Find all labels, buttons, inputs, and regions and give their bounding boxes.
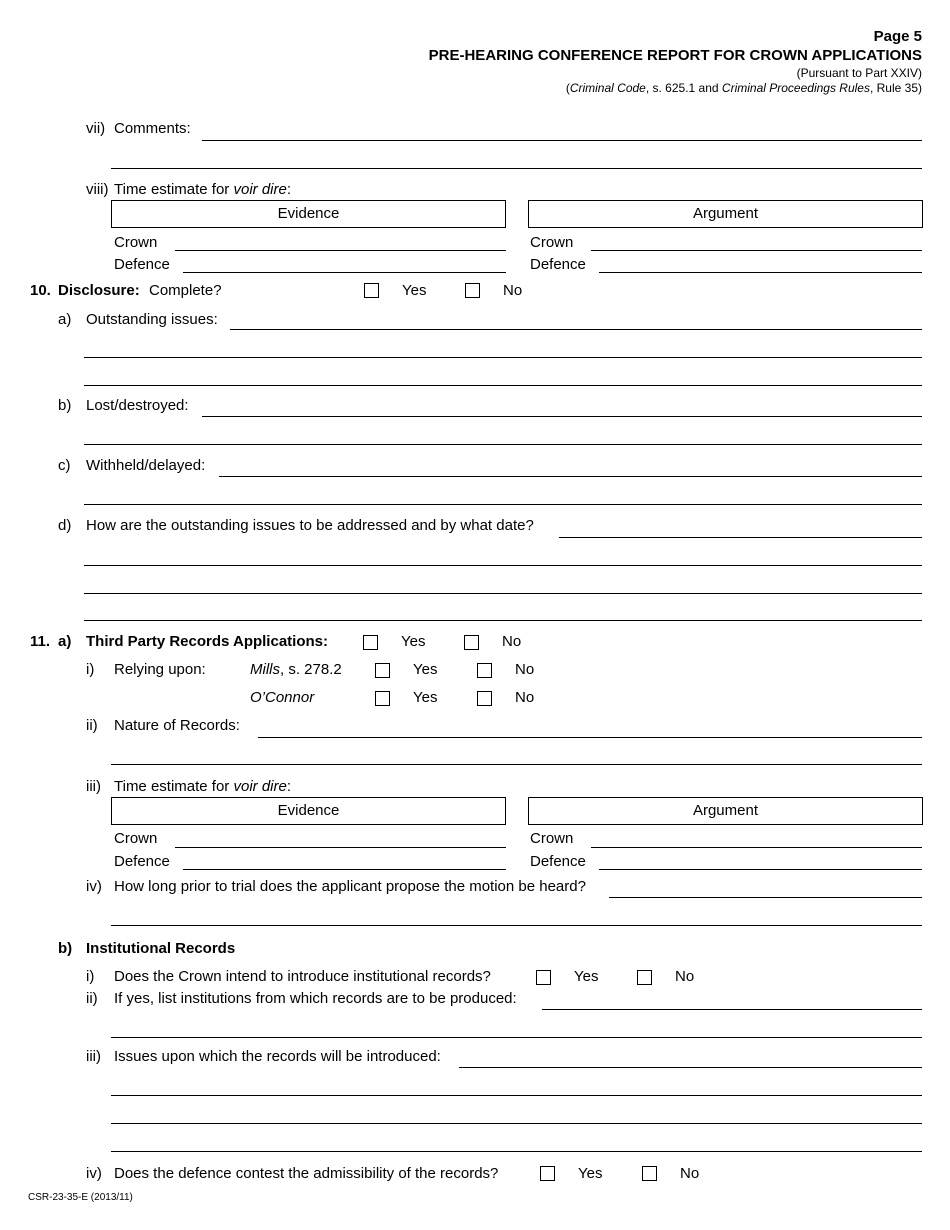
tp-argument-defence-label: Defence xyxy=(530,853,586,870)
evidence-defence-label: Defence xyxy=(114,256,170,273)
item-11a-number: a) xyxy=(58,633,72,650)
item-a-number: a) xyxy=(58,311,72,328)
voir-dire-text: voir dire xyxy=(233,181,287,198)
argument-defence-label: Defence xyxy=(530,256,586,273)
lost-destroyed-label: Lost/destroyed: xyxy=(86,397,189,414)
mills-no-label: No xyxy=(515,661,535,678)
argument-defence-field[interactable] xyxy=(599,272,922,273)
item-11a-iv-number: iv) xyxy=(86,878,102,895)
outstanding-issues-line-3[interactable] xyxy=(84,385,922,386)
time-estimate-text: Time estimate for xyxy=(114,181,234,198)
tp-evidence-label: Evidence xyxy=(277,802,340,819)
item-d-number: d) xyxy=(58,517,72,534)
list-institutions-line-2[interactable] xyxy=(111,1037,922,1038)
how-addressed-line-2[interactable] xyxy=(84,565,922,566)
oconnor-no-label: No xyxy=(515,689,535,706)
disclosure-yes-label: Yes xyxy=(402,282,427,299)
third-party-records-title: Third Party Records Applications: xyxy=(86,633,328,650)
defence-contest-yes-label: Yes xyxy=(578,1165,603,1182)
oconnor-label: O’Connor xyxy=(250,689,315,706)
defence-contest-yes-checkbox[interactable] xyxy=(540,1166,555,1181)
tp-argument-crown-field[interactable] xyxy=(591,847,922,848)
item-11b-i-number: i) xyxy=(86,968,95,985)
tp-argument-label: Argument xyxy=(692,802,759,819)
lost-destroyed-line-2[interactable] xyxy=(84,444,922,445)
oconnor-yes-checkbox[interactable] xyxy=(375,691,390,706)
complete-label: Complete? xyxy=(149,282,222,299)
issues-records-line-3[interactable] xyxy=(111,1123,922,1124)
tp-evidence-crown-label: Crown xyxy=(114,830,158,847)
item-11b-number: b) xyxy=(58,940,73,957)
item-11a-i-number: i) xyxy=(86,661,95,678)
evidence-label: Evidence xyxy=(277,205,340,222)
issues-records-line-4[interactable] xyxy=(111,1151,922,1152)
tp-time-estimate-text: Time estimate for xyxy=(114,778,234,795)
item-11b-ii-number: ii) xyxy=(86,990,98,1007)
page-number: Page 5 xyxy=(873,28,922,45)
argument-crown-field[interactable] xyxy=(591,250,922,251)
crown-intend-no-checkbox[interactable] xyxy=(637,970,652,985)
argument-crown-label: Crown xyxy=(530,234,574,251)
crown-intend-yes-checkbox[interactable] xyxy=(536,970,551,985)
how-addressed-line-4[interactable] xyxy=(84,620,922,621)
outstanding-issues-label: Outstanding issues: xyxy=(86,311,218,328)
third-party-yes-label: Yes xyxy=(401,633,426,650)
section-10-number: 10. xyxy=(30,282,51,299)
argument-header-box xyxy=(528,200,923,228)
lost-destroyed-line-1[interactable] xyxy=(202,416,922,417)
tp-argument-header-box xyxy=(528,797,923,825)
how-long-prior-label: How long prior to trial does the applicant propose the motion be heard? xyxy=(114,878,586,895)
crown-intend-yes-label: Yes xyxy=(574,968,599,985)
list-institutions-line-1[interactable] xyxy=(542,1009,922,1010)
item-11b-iii-number: iii) xyxy=(86,1048,101,1065)
how-long-prior-line-1[interactable] xyxy=(609,897,922,898)
nature-of-records-line-1[interactable] xyxy=(258,737,922,738)
how-addressed-line-1[interactable] xyxy=(559,537,922,538)
institutional-records-title: Institutional Records xyxy=(86,940,236,957)
tp-colon: : xyxy=(286,778,292,795)
tp-evidence-defence-label: Defence xyxy=(114,853,170,870)
how-addressed-line-3[interactable] xyxy=(84,593,922,594)
comments-line-2[interactable] xyxy=(111,168,922,169)
tp-evidence-defence-field[interactable] xyxy=(183,869,506,870)
how-addressed-label: How are the outstanding issues to be addressed and by what date? xyxy=(86,517,534,534)
tp-evidence-header-box xyxy=(111,797,506,825)
item-11a-iii-number: iii) xyxy=(86,778,101,795)
ref-mid: , s. 625.1 and xyxy=(645,81,722,95)
disclosure-title: Disclosure: xyxy=(58,282,140,299)
third-party-no-checkbox[interactable] xyxy=(464,635,479,650)
defence-contest-no-checkbox[interactable] xyxy=(642,1166,657,1181)
issues-records-line-1[interactable] xyxy=(459,1067,922,1068)
colon: : xyxy=(286,181,292,198)
section-11-number: 11. xyxy=(30,633,51,650)
mills-section: , s. 278.2 xyxy=(280,661,342,678)
relying-upon-label: Relying upon: xyxy=(114,661,206,678)
pursuant-note: (Pursuant to Part XXIV) xyxy=(796,66,922,80)
mills-yes-checkbox[interactable] xyxy=(375,663,390,678)
mills-label xyxy=(250,661,342,679)
evidence-header-box xyxy=(111,200,506,228)
tp-evidence-crown-field[interactable] xyxy=(175,847,506,848)
issues-records-label: Issues upon which the records will be introduced: xyxy=(114,1048,441,1065)
oconnor-no-checkbox[interactable] xyxy=(477,691,492,706)
ref-open: ( xyxy=(565,81,570,95)
ref-end: , Rule 35) xyxy=(869,81,922,95)
disclosure-yes-checkbox[interactable] xyxy=(364,283,379,298)
item-11a-ii-number: ii) xyxy=(86,717,98,734)
list-institutions-label: If yes, list institutions from which records are to be produced: xyxy=(114,990,517,1007)
item-c-number: c) xyxy=(58,457,71,474)
how-long-prior-line-2[interactable] xyxy=(111,925,922,926)
oconnor-yes-label: Yes xyxy=(413,689,438,706)
form-code: CSR-23-35-E (2013/11) xyxy=(28,1192,133,1203)
disclosure-no-label: No xyxy=(503,282,523,299)
nature-of-records-line-2[interactable] xyxy=(111,764,922,765)
issues-records-line-2[interactable] xyxy=(111,1095,922,1096)
withheld-delayed-line-2[interactable] xyxy=(84,504,922,505)
item-11b-iv-number: iv) xyxy=(86,1165,102,1182)
mills-no-checkbox[interactable] xyxy=(477,663,492,678)
ref-code: Criminal Code xyxy=(569,81,646,95)
third-party-no-label: No xyxy=(502,633,522,650)
evidence-crown-label: Crown xyxy=(114,234,158,251)
tp-voir-dire-text: voir dire xyxy=(233,778,287,795)
evidence-defence-field[interactable] xyxy=(183,272,506,273)
defence-contest-label: Does the defence contest the admissibility of the records? xyxy=(114,1165,499,1182)
crown-intend-label: Does the Crown intend to introduce institutional records? xyxy=(114,968,491,985)
disclosure-no-checkbox[interactable] xyxy=(465,283,480,298)
withheld-delayed-line-1[interactable] xyxy=(219,476,922,477)
legal-reference xyxy=(566,81,922,95)
third-party-yes-checkbox[interactable] xyxy=(363,635,378,650)
outstanding-issues-line-1[interactable] xyxy=(230,329,922,330)
tp-time-estimate-label xyxy=(114,778,291,796)
tp-argument-crown-label: Crown xyxy=(530,830,574,847)
outstanding-issues-line-2[interactable] xyxy=(84,357,922,358)
item-viii-number: viii) xyxy=(86,181,109,198)
mills-name: Mills xyxy=(250,661,280,678)
tp-argument-defence-field[interactable] xyxy=(599,869,922,870)
crown-intend-no-label: No xyxy=(675,968,695,985)
ref-rules: Criminal Proceedings Rules xyxy=(721,81,870,95)
form-title: PRE-HEARING CONFERENCE REPORT FOR CROWN APPLICATIONS xyxy=(428,47,922,64)
item-vii-number: vii) xyxy=(86,120,106,137)
withheld-delayed-label: Withheld/delayed: xyxy=(86,457,206,474)
comments-label: Comments: xyxy=(114,120,191,137)
time-estimate-label xyxy=(114,181,291,199)
mills-yes-label: Yes xyxy=(413,661,438,678)
defence-contest-no-label: No xyxy=(680,1165,700,1182)
evidence-crown-field[interactable] xyxy=(175,250,506,251)
argument-label: Argument xyxy=(692,205,759,222)
item-b-number: b) xyxy=(58,397,72,414)
nature-of-records-label: Nature of Records: xyxy=(114,717,240,734)
comments-line-1[interactable] xyxy=(202,140,922,141)
